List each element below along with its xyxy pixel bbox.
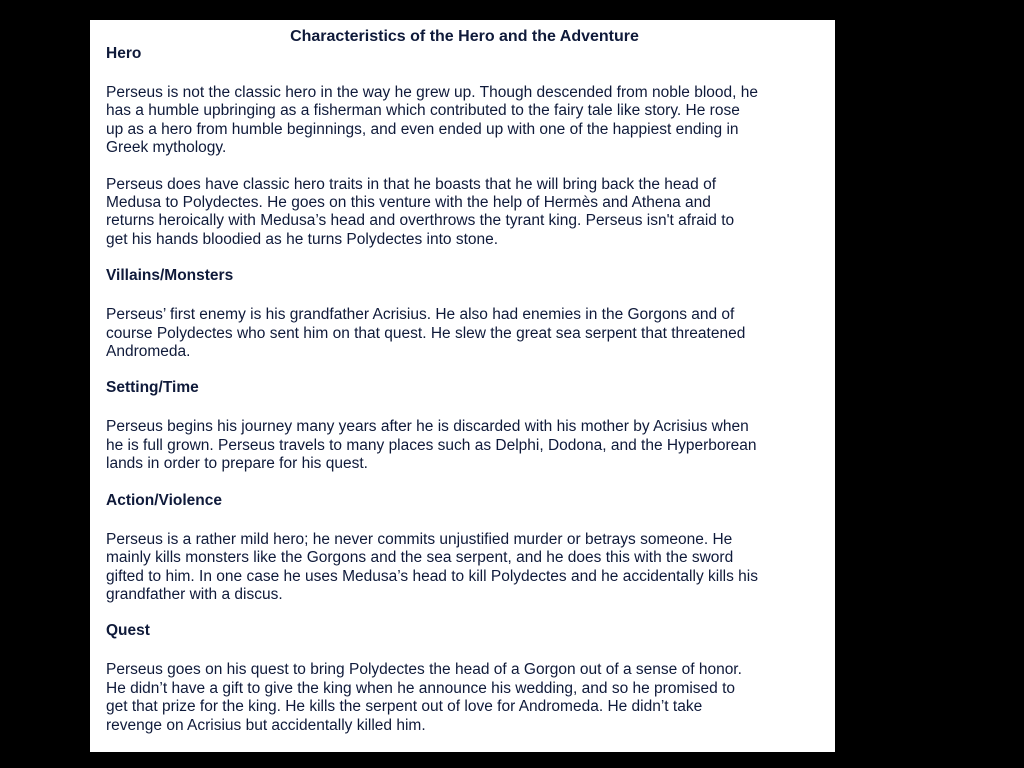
document-title: Characteristics of the Hero and the Adventure <box>290 28 639 45</box>
hero-paragraph-2: Perseus does have classic hero traits in that he boasts that he will bring back the head of Medusa to Polydectes. He goes on this venture with the help of Hermès and Athena and returns heroically with Medusa’s head and overthrows the tyrant king. Perseus isn't afraid to get his hands bloodied as he turns Polydectes into stone. <box>106 175 735 248</box>
hero-paragraph-1: Perseus is not the classic hero in the way he grew up. Though descended from noble blood, he has a humble upbringing as a fisherman which contributed to the fairy tale like story. He rose up as a hero from humble beginnings, and even ended up with one of the happiest ending in Greek mythology. <box>106 84 758 157</box>
section-heading-villains: Villains/Monsters <box>106 267 234 285</box>
action-paragraph: Perseus is a rather mild hero; he never commits unjustified murder or betrays someone. He mainly kills monsters like the Gorgons and the sea serpent, and he does this with the sword gifted to him. In one case he uses Medusa’s head to kill Polydectes and he accidentally kills his grandfather with a discus. <box>106 530 758 603</box>
quest-paragraph: Perseus goes on his quest to bring Polydectes the head of a Gorgon out of a sense of honor. He didn’t have a gift to give the king when he announce his wedding, and so he promised to get that prize for the king. He kills the serpent out of love for Andromeda. He didn’t take revenge on Acrisius but accidentally killed him. <box>106 661 742 734</box>
setting-paragraph: Perseus begins his journey many years after he is discarded with his mother by Acrisius when he is full grown. Perseus travels to many places such as Delphi, Dodona, and the Hyperborean lands in order to prepare for his quest. <box>106 418 757 473</box>
document-page <box>90 20 835 752</box>
section-heading-action: Action/Violence <box>106 491 222 509</box>
section-heading-setting: Setting/Time <box>106 379 199 397</box>
section-heading-hero: Hero <box>106 45 142 62</box>
section-heading-quest: Quest <box>106 622 150 640</box>
villains-paragraph: Perseus’ first enemy is his grandfather Acrisius. He also had enemies in the Gorgons and of course Polydectes who sent him on that quest. He slew the great sea serpent that threatened Andromeda. <box>106 306 746 361</box>
